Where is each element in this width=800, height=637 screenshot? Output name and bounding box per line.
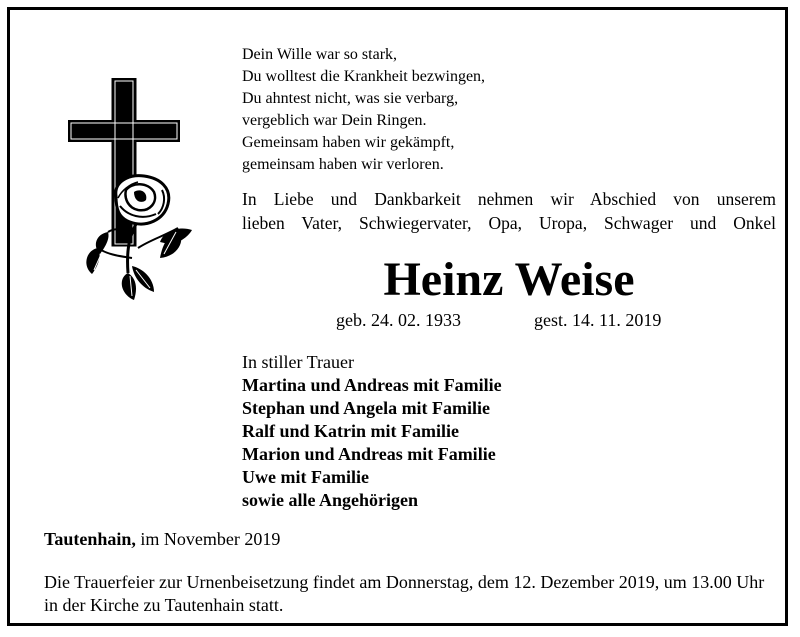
mourner-entry: Marion und Andreas mit Familie (242, 444, 496, 464)
mourner-entry: Uwe mit Familie (242, 467, 369, 487)
mourner-entry: Ralf und Katrin mit Familie (242, 421, 459, 441)
poem-verse (242, 44, 485, 176)
cross-rose-emblem (68, 78, 198, 303)
intro-line-1: In Liebe und Dankbarkeit nehmen wir Abschied von unserem (242, 189, 776, 209)
poem-line: Du ahntest nicht, was sie verbarg, (242, 90, 459, 107)
cross-icon (68, 78, 180, 246)
mourner-entry: sowie alle Angehörigen (242, 490, 418, 510)
mourners-lead: In stiller Trauer (242, 352, 354, 372)
farewell-intro (242, 187, 776, 235)
poem-line: vergeblich war Dein Ringen. (242, 112, 427, 129)
place-town: Tautenhain, (44, 529, 136, 549)
deceased-name: Heinz Weise (383, 253, 635, 306)
poem-line: Gemeinsam haben wir gekämpft, (242, 134, 455, 151)
rose-icon (86, 176, 192, 300)
poem-line: Du wolltest die Krankheit bezwingen, (242, 68, 486, 85)
death-date: gest. 14. 11. 2019 (534, 310, 662, 330)
birth-date: geb. 24. 02. 1933 (336, 310, 461, 330)
place-and-date (44, 527, 280, 551)
mourner-entry: Stephan und Angela mit Familie (242, 398, 491, 418)
obituary-frame (7, 7, 788, 626)
poem-line: Dein Wille war so stark, (242, 46, 398, 63)
mourners-list (242, 351, 502, 512)
mourner-entry: Martina und Andreas mit Familie (242, 375, 502, 395)
intro-line-2: lieben Vater, Schwiegervater, Opa, Uropa, Schwager und Onkel (242, 213, 776, 233)
ceremony-notice: Die Trauerfeier zur Urnenbeisetzung findet am Donnerstag, dem 12. Dezember 2019, um 13.00 Uhr in der Kirche zu Tautenhain statt. (44, 572, 765, 615)
place-date: im November 2019 (135, 529, 281, 549)
poem-line: gemeinsam haben wir verloren. (242, 156, 444, 173)
